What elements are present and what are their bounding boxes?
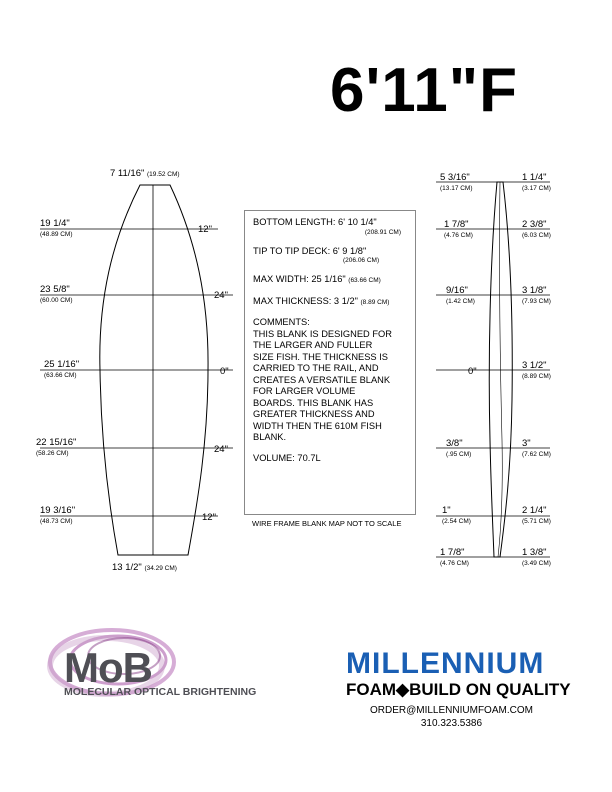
profile-right-5: 3" (7.62 CM) (522, 438, 551, 458)
max-thickness: MAX THICKNESS: 3 1/2" (8.89 CM) (253, 295, 390, 306)
contact-block (370, 704, 533, 730)
profile-right-6: 2 1/4" (5.71 CM) (522, 505, 551, 525)
nose-width-label: 7 11/16" (19.52 CM) (110, 168, 180, 179)
contact-phone: 310.323.5386 (420, 718, 483, 729)
bottom-length: BOTTOM LENGTH: 6' 10 1/4" (253, 217, 377, 227)
volume: VOLUME: 70.7L (253, 452, 321, 463)
mob-logo-subtitle: MOLECULAR OPTICAL BRIGHTENING (64, 686, 257, 698)
profile-left-7: 1 7/8" (4.76 CM) (440, 547, 469, 567)
specs-box (244, 210, 416, 515)
station-label-3: 0" (220, 366, 229, 377)
page-title: 6'11"F (330, 56, 519, 125)
millennium-logo-text: MILLENNIUM (346, 647, 545, 680)
profile-left-6: 1" (2.54 CM) (442, 505, 471, 525)
contact-email[interactable]: ORDER@MILLENNIUMFOAM.COM (370, 705, 533, 716)
profile-left-4: 0" (468, 366, 477, 377)
profile-left-5: 3/8" (.95 CM) (446, 438, 472, 458)
tip-to-tip: TIP TO TIP DECK: 6' 9 1/8" (253, 245, 367, 256)
station-label-5: 12" (202, 512, 216, 523)
width-label-1: 19 1/4" (48.89 CM) (40, 218, 73, 238)
profile-right-7: 1 3/8" (3.49 CM) (522, 547, 551, 567)
profile-right-4: 3 1/2" (8.89 CM) (522, 360, 551, 380)
tip-to-tip-cm: (206.06 CM) (343, 257, 380, 264)
station-label-2: 24" (214, 290, 228, 301)
width-label-3: 25 1/16" (63.66 CM) (44, 359, 80, 379)
profile-right-3: 3 1/8" (7.93 CM) (522, 285, 551, 305)
width-label-5: 19 3/16" (48.73 CM) (40, 505, 76, 525)
station-label-4: 24" (214, 444, 228, 455)
comments-label: COMMENTS: (253, 317, 310, 327)
disclaimer: WIRE FRAME BLANK MAP NOT TO SCALE (252, 519, 402, 528)
comments-text: THIS BLANK IS DESIGNED FOR THE LARGER AND FULLER SIZE FISH. THE THICKNESS IS CARRIED TO THE RAIL, AND CREATES A VERSATILE BLANK FOR LARGER VOLUME BOARDS. THIS BLANK HAS GREATER THICKNESS AND WIDTH THEN THE 610M FISH BLANK. (253, 328, 392, 442)
width-label-4: 22 15/16" (58.26 CM) (36, 437, 77, 457)
max-width: MAX WIDTH: 25 1/16" (63.66 CM) (253, 274, 381, 284)
bottom-length-cm: (208.91 CM) (364, 228, 401, 236)
profile-left-1: 5 3/16" (13.17 CM) (440, 172, 473, 192)
profile-right-2: 2 3/8" (6.03 CM) (522, 219, 551, 239)
profile-right-1: 1 1/4" (3.17 CM) (522, 172, 551, 192)
millennium-tagline: FOAM◆BUILD ON QUALITY (346, 680, 571, 699)
deck-line (498, 182, 502, 557)
mob-logo-text: MoB (64, 644, 152, 691)
station-label-1: 12" (198, 224, 212, 235)
profile-left-2: 1 7/8" (4.76 CM) (444, 219, 473, 239)
tail-width-label: 13 1/2" (34.29 CM) (112, 562, 177, 573)
width-label-2: 23 5/8" (60.00 CM) (40, 284, 73, 304)
profile-left-3: 9/16" (1.42 CM) (446, 285, 475, 305)
